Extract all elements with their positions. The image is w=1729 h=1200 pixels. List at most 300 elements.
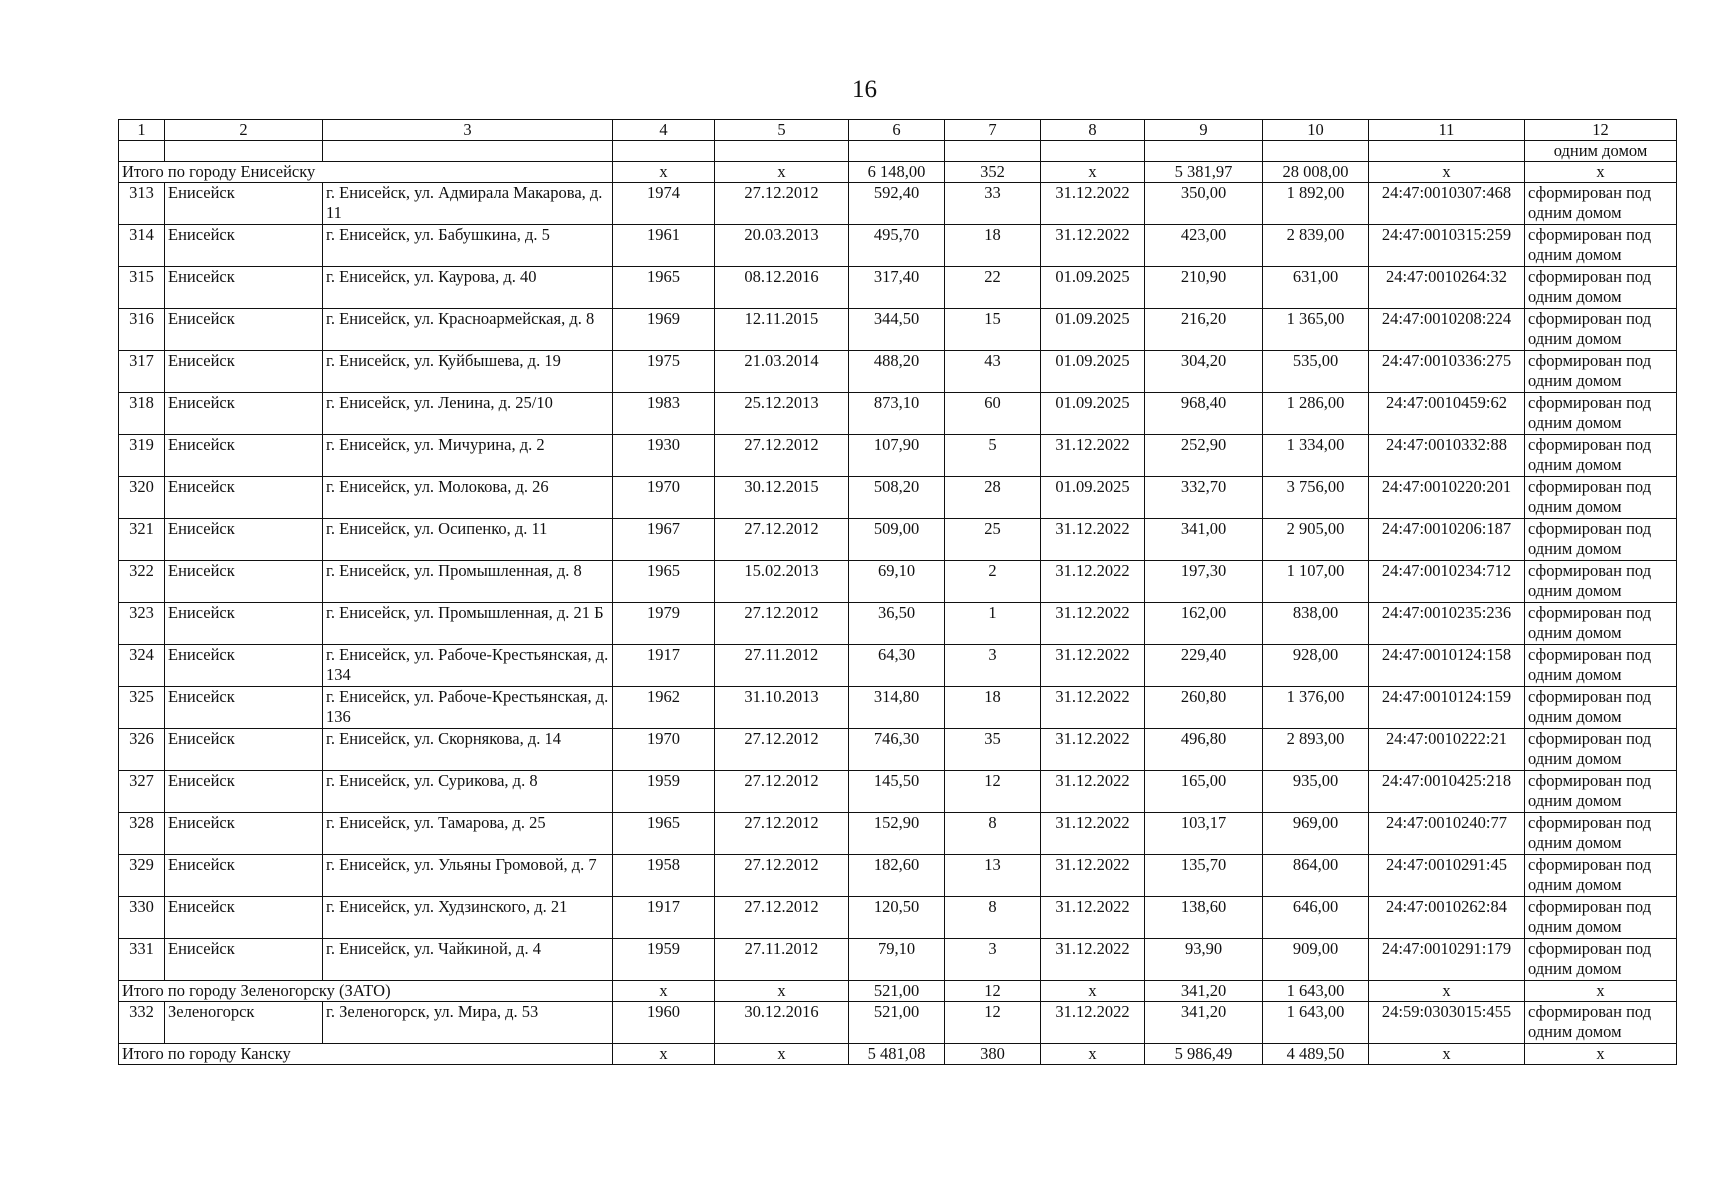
table-row — [119, 561, 1677, 603]
recognition-date: 27.12.2012 — [715, 897, 849, 939]
land-status: сформирован под одним домом — [1525, 897, 1677, 939]
column-10-value: 864,00 — [1263, 855, 1369, 897]
city-total-row — [119, 981, 1677, 1002]
resettlement-deadline: 31.12.2022 — [1041, 687, 1145, 729]
cadastral-number: 24:47:0010459:62 — [1369, 393, 1525, 435]
area-value: 69,10 — [849, 561, 945, 603]
cadastral-number: 24:47:0010234:712 — [1369, 561, 1525, 603]
table-row — [119, 519, 1677, 561]
row-number: 321 — [119, 519, 165, 561]
table-row — [119, 1002, 1677, 1044]
build-year: 1917 — [613, 645, 715, 687]
row-number: 325 — [119, 687, 165, 729]
resettlement-deadline: 31.12.2022 — [1041, 183, 1145, 225]
address: г. Енисейск, ул. Тамарова, д. 25 — [323, 813, 613, 855]
build-year: 1958 — [613, 855, 715, 897]
address: г. Енисейск, ул. Адмирала Макарова, д. 11 — [323, 183, 613, 225]
total-cell-area: 5 481,08 — [849, 1044, 945, 1065]
cadastral-number: 24:47:0010291:179 — [1369, 939, 1525, 981]
row-number: 330 — [119, 897, 165, 939]
total-cell-date: х — [715, 1044, 849, 1065]
area-value: 344,50 — [849, 309, 945, 351]
people-count: 5 — [945, 435, 1041, 477]
resettlement-deadline: 31.12.2022 — [1041, 603, 1145, 645]
build-year: 1970 — [613, 477, 715, 519]
recognition-date: 27.12.2012 — [715, 813, 849, 855]
column-9-value: 252,90 — [1145, 435, 1263, 477]
people-count: 1 — [945, 603, 1041, 645]
land-status: сформирован под одним домом — [1525, 939, 1677, 981]
cadastral-number: 24:47:0010235:236 — [1369, 603, 1525, 645]
city-name: Зеленогорск — [165, 1002, 323, 1044]
recognition-date: 12.11.2015 — [715, 309, 849, 351]
people-count: 2 — [945, 561, 1041, 603]
recognition-date: 27.12.2012 — [715, 855, 849, 897]
table-row — [119, 393, 1677, 435]
cadastral-number: 24:47:0010332:88 — [1369, 435, 1525, 477]
resettlement-deadline: 31.12.2022 — [1041, 939, 1145, 981]
row-number: 314 — [119, 225, 165, 267]
column-number-cell: 11 — [1369, 120, 1525, 141]
column-9-value: 332,70 — [1145, 477, 1263, 519]
resettlement-deadline: 31.12.2022 — [1041, 855, 1145, 897]
resettlement-deadline: 31.12.2022 — [1041, 813, 1145, 855]
address: г. Енисейск, ул. Рабоче-Крестьянская, д. 136 — [323, 687, 613, 729]
row-number: 331 — [119, 939, 165, 981]
column-10-value: 1 892,00 — [1263, 183, 1369, 225]
row-number: 319 — [119, 435, 165, 477]
people-count: 15 — [945, 309, 1041, 351]
column-number-cell: 1 — [119, 120, 165, 141]
city-name: Енисейск — [165, 855, 323, 897]
table-row — [119, 351, 1677, 393]
table-row — [119, 729, 1677, 771]
empty-cell — [1263, 141, 1369, 162]
column-10-value: 838,00 — [1263, 603, 1369, 645]
land-status: сформирован под одним домом — [1525, 645, 1677, 687]
total-cell-cadastral: х — [1369, 162, 1525, 183]
total-cell-status: х — [1525, 1044, 1677, 1065]
city-name: Енисейск — [165, 183, 323, 225]
total-cell-year: х — [613, 981, 715, 1002]
total-cell-col9: 5 986,49 — [1145, 1044, 1263, 1065]
column-10-value: 935,00 — [1263, 771, 1369, 813]
city-name: Енисейск — [165, 435, 323, 477]
land-status: сформирован под одним домом — [1525, 813, 1677, 855]
area-value: 746,30 — [849, 729, 945, 771]
area-value: 509,00 — [849, 519, 945, 561]
land-status: сформирован под одним домом — [1525, 183, 1677, 225]
column-9-value: 304,20 — [1145, 351, 1263, 393]
people-count: 22 — [945, 267, 1041, 309]
row-number: 313 — [119, 183, 165, 225]
column-10-value: 1 334,00 — [1263, 435, 1369, 477]
column-9-value: 341,20 — [1145, 1002, 1263, 1044]
empty-cell — [323, 141, 613, 162]
resettlement-deadline: 31.12.2022 — [1041, 771, 1145, 813]
table-row — [119, 477, 1677, 519]
city-name: Енисейск — [165, 519, 323, 561]
land-status: сформирован под одним домом — [1525, 477, 1677, 519]
address: г. Енисейск, ул. Худзинского, д. 21 — [323, 897, 613, 939]
column-10-value: 3 756,00 — [1263, 477, 1369, 519]
resettlement-deadline: 01.09.2025 — [1041, 477, 1145, 519]
city-name: Енисейск — [165, 813, 323, 855]
total-cell-col10: 4 489,50 — [1263, 1044, 1369, 1065]
recognition-date: 30.12.2016 — [715, 1002, 849, 1044]
row-number: 328 — [119, 813, 165, 855]
resettlement-deadline: 01.09.2025 — [1041, 267, 1145, 309]
total-cell-col10: 28 008,00 — [1263, 162, 1369, 183]
recognition-date: 27.11.2012 — [715, 645, 849, 687]
people-count: 18 — [945, 225, 1041, 267]
page-number: 16 — [852, 76, 877, 103]
table-row — [119, 687, 1677, 729]
total-cell-cadastral: х — [1369, 981, 1525, 1002]
people-count: 12 — [945, 1002, 1041, 1044]
column-9-value: 229,40 — [1145, 645, 1263, 687]
people-count: 12 — [945, 771, 1041, 813]
build-year: 1962 — [613, 687, 715, 729]
total-cell-col10: 1 643,00 — [1263, 981, 1369, 1002]
column-9-value: 341,00 — [1145, 519, 1263, 561]
row-number: 320 — [119, 477, 165, 519]
city-name: Енисейск — [165, 561, 323, 603]
column-number-cell: 10 — [1263, 120, 1369, 141]
table-row — [119, 771, 1677, 813]
city-name: Енисейск — [165, 477, 323, 519]
address: г. Енисейск, ул. Скорнякова, д. 14 — [323, 729, 613, 771]
column-number-cell: 3 — [323, 120, 613, 141]
address: г. Енисейск, ул. Мичурина, д. 2 — [323, 435, 613, 477]
recognition-date: 30.12.2015 — [715, 477, 849, 519]
area-value: 36,50 — [849, 603, 945, 645]
table-row — [119, 309, 1677, 351]
city-total-row — [119, 162, 1677, 183]
row-number: 315 — [119, 267, 165, 309]
recognition-date: 27.12.2012 — [715, 183, 849, 225]
city-name: Енисейск — [165, 687, 323, 729]
column-10-value: 1 107,00 — [1263, 561, 1369, 603]
recognition-date: 31.10.2013 — [715, 687, 849, 729]
land-status: сформирован под одним домом — [1525, 309, 1677, 351]
land-status: сформирован под одним домом — [1525, 225, 1677, 267]
area-value: 592,40 — [849, 183, 945, 225]
empty-cell — [1041, 141, 1145, 162]
column-9-value: 968,40 — [1145, 393, 1263, 435]
address: г. Енисейск, ул. Рабоче-Крестьянская, д. 134 — [323, 645, 613, 687]
address: г. Зеленогорск, ул. Мира, д. 53 — [323, 1002, 613, 1044]
row-number: 322 — [119, 561, 165, 603]
land-status: сформирован под одним домом — [1525, 351, 1677, 393]
city-name: Енисейск — [165, 225, 323, 267]
area-value: 107,90 — [849, 435, 945, 477]
table-row — [119, 183, 1677, 225]
land-status: сформирован под одним домом — [1525, 561, 1677, 603]
column-10-value: 1 286,00 — [1263, 393, 1369, 435]
city-name: Енисейск — [165, 645, 323, 687]
cadastral-number: 24:47:0010262:84 — [1369, 897, 1525, 939]
row-number: 332 — [119, 1002, 165, 1044]
total-cell-status: х — [1525, 981, 1677, 1002]
table-row — [119, 225, 1677, 267]
address: г. Енисейск, ул. Молокова, д. 26 — [323, 477, 613, 519]
total-cell-date: х — [715, 981, 849, 1002]
empty-cell — [119, 141, 165, 162]
column-10-value: 969,00 — [1263, 813, 1369, 855]
resettlement-deadline: 31.12.2022 — [1041, 897, 1145, 939]
resettlement-deadline: 31.12.2022 — [1041, 729, 1145, 771]
recognition-date: 27.12.2012 — [715, 603, 849, 645]
address: г. Енисейск, ул. Ульяны Громовой, д. 7 — [323, 855, 613, 897]
column-number-cell: 6 — [849, 120, 945, 141]
column-number-row — [119, 120, 1677, 141]
empty-cell — [165, 141, 323, 162]
city-total-label: Итого по городу Енисейску — [119, 162, 613, 183]
people-count: 3 — [945, 939, 1041, 981]
resettlement-deadline: 01.09.2025 — [1041, 309, 1145, 351]
column-number-cell: 8 — [1041, 120, 1145, 141]
city-total-row — [119, 1044, 1677, 1065]
address: г. Енисейск, ул. Промышленная, д. 21 Б — [323, 603, 613, 645]
area-value: 317,40 — [849, 267, 945, 309]
continuation-row — [119, 141, 1677, 162]
column-10-value: 1 376,00 — [1263, 687, 1369, 729]
build-year: 1930 — [613, 435, 715, 477]
cadastral-number: 24:47:0010336:275 — [1369, 351, 1525, 393]
people-count: 35 — [945, 729, 1041, 771]
resettlement-deadline: 31.12.2022 — [1041, 1002, 1145, 1044]
cadastral-number: 24:47:0010425:218 — [1369, 771, 1525, 813]
cadastral-number: 24:47:0010240:77 — [1369, 813, 1525, 855]
cadastral-number: 24:47:0010124:159 — [1369, 687, 1525, 729]
city-name: Енисейск — [165, 351, 323, 393]
table-row — [119, 267, 1677, 309]
cadastral-number: 24:47:0010315:259 — [1369, 225, 1525, 267]
build-year: 1969 — [613, 309, 715, 351]
table-row — [119, 939, 1677, 981]
city-total-label: Итого по городу Канску — [119, 1044, 613, 1065]
total-cell-people: 380 — [945, 1044, 1041, 1065]
cadastral-number: 24:47:0010291:45 — [1369, 855, 1525, 897]
address: г. Енисейск, ул. Промышленная, д. 8 — [323, 561, 613, 603]
build-year: 1967 — [613, 519, 715, 561]
people-count: 13 — [945, 855, 1041, 897]
column-number-cell: 4 — [613, 120, 715, 141]
row-number: 323 — [119, 603, 165, 645]
column-10-value: 928,00 — [1263, 645, 1369, 687]
city-name: Енисейск — [165, 939, 323, 981]
total-cell-deadline: х — [1041, 1044, 1145, 1065]
land-status: сформирован под одним домом — [1525, 393, 1677, 435]
area-value: 64,30 — [849, 645, 945, 687]
column-9-value: 197,30 — [1145, 561, 1263, 603]
land-status: сформирован под одним домом — [1525, 729, 1677, 771]
city-name: Енисейск — [165, 393, 323, 435]
column-9-value: 103,17 — [1145, 813, 1263, 855]
build-year: 1965 — [613, 267, 715, 309]
column-9-value: 260,80 — [1145, 687, 1263, 729]
city-name: Енисейск — [165, 897, 323, 939]
housing-register-table — [118, 119, 1677, 1065]
address: г. Енисейск, ул. Красноармейская, д. 8 — [323, 309, 613, 351]
area-value: 152,90 — [849, 813, 945, 855]
area-value: 120,50 — [849, 897, 945, 939]
address: г. Енисейск, ул. Осипенко, д. 11 — [323, 519, 613, 561]
resettlement-deadline: 31.12.2022 — [1041, 435, 1145, 477]
total-cell-deadline: х — [1041, 981, 1145, 1002]
total-cell-col9: 341,20 — [1145, 981, 1263, 1002]
cadastral-number: 24:47:0010222:21 — [1369, 729, 1525, 771]
area-value: 495,70 — [849, 225, 945, 267]
column-10-value: 2 839,00 — [1263, 225, 1369, 267]
empty-cell — [945, 141, 1041, 162]
total-cell-year: х — [613, 162, 715, 183]
column-10-value: 535,00 — [1263, 351, 1369, 393]
people-count: 18 — [945, 687, 1041, 729]
resettlement-deadline: 31.12.2022 — [1041, 225, 1145, 267]
row-number: 324 — [119, 645, 165, 687]
build-year: 1975 — [613, 351, 715, 393]
build-year: 1959 — [613, 939, 715, 981]
column-10-value: 1 643,00 — [1263, 1002, 1369, 1044]
table-row — [119, 813, 1677, 855]
land-status: сформирован под одним домом — [1525, 687, 1677, 729]
column-number-cell: 12 — [1525, 120, 1677, 141]
people-count: 33 — [945, 183, 1041, 225]
column-9-value: 138,60 — [1145, 897, 1263, 939]
people-count: 28 — [945, 477, 1041, 519]
area-value: 182,60 — [849, 855, 945, 897]
land-status: сформирован под одним домом — [1525, 855, 1677, 897]
recognition-date: 27.12.2012 — [715, 771, 849, 813]
column-number-cell: 9 — [1145, 120, 1263, 141]
build-year: 1983 — [613, 393, 715, 435]
address: г. Енисейск, ул. Бабушкина, д. 5 — [323, 225, 613, 267]
build-year: 1974 — [613, 183, 715, 225]
column-9-value: 496,80 — [1145, 729, 1263, 771]
land-status: сформирован под одним домом — [1525, 519, 1677, 561]
people-count: 3 — [945, 645, 1041, 687]
cadastral-number: 24:47:0010264:32 — [1369, 267, 1525, 309]
recognition-date: 25.12.2013 — [715, 393, 849, 435]
land-status: сформирован под одним домом — [1525, 603, 1677, 645]
total-cell-col9: 5 381,97 — [1145, 162, 1263, 183]
empty-cell — [715, 141, 849, 162]
resettlement-deadline: 31.12.2022 — [1041, 561, 1145, 603]
column-10-value: 646,00 — [1263, 897, 1369, 939]
total-cell-status: х — [1525, 162, 1677, 183]
resettlement-deadline: 01.09.2025 — [1041, 351, 1145, 393]
build-year: 1961 — [613, 225, 715, 267]
column-9-value: 216,20 — [1145, 309, 1263, 351]
recognition-date: 20.03.2013 — [715, 225, 849, 267]
land-status: сформирован под одним домом — [1525, 771, 1677, 813]
address: г. Енисейск, ул. Ленина, д. 25/10 — [323, 393, 613, 435]
city-name: Енисейск — [165, 603, 323, 645]
total-cell-area: 521,00 — [849, 981, 945, 1002]
area-value: 145,50 — [849, 771, 945, 813]
column-9-value: 162,00 — [1145, 603, 1263, 645]
recognition-date: 27.12.2012 — [715, 519, 849, 561]
total-cell-cadastral: х — [1369, 1044, 1525, 1065]
column-9-value: 165,00 — [1145, 771, 1263, 813]
recognition-date: 27.12.2012 — [715, 435, 849, 477]
row-number: 316 — [119, 309, 165, 351]
land-status: сформирован под одним домом — [1525, 267, 1677, 309]
address: г. Енисейск, ул. Каурова, д. 40 — [323, 267, 613, 309]
total-cell-deadline: х — [1041, 162, 1145, 183]
cadastral-number: 24:47:0010124:158 — [1369, 645, 1525, 687]
build-year: 1965 — [613, 561, 715, 603]
table-row — [119, 435, 1677, 477]
empty-cell — [849, 141, 945, 162]
total-cell-people: 352 — [945, 162, 1041, 183]
cadastral-number: 24:59:0303015:455 — [1369, 1002, 1525, 1044]
area-value: 488,20 — [849, 351, 945, 393]
build-year: 1959 — [613, 771, 715, 813]
area-value: 314,80 — [849, 687, 945, 729]
city-name: Енисейск — [165, 729, 323, 771]
cadastral-number: 24:47:0010208:224 — [1369, 309, 1525, 351]
area-value: 873,10 — [849, 393, 945, 435]
build-year: 1960 — [613, 1002, 715, 1044]
recognition-date: 08.12.2016 — [715, 267, 849, 309]
address: г. Енисейск, ул. Сурикова, д. 8 — [323, 771, 613, 813]
area-value: 508,20 — [849, 477, 945, 519]
people-count: 8 — [945, 897, 1041, 939]
cadastral-number: 24:47:0010220:201 — [1369, 477, 1525, 519]
column-10-value: 1 365,00 — [1263, 309, 1369, 351]
empty-cell — [613, 141, 715, 162]
column-10-value: 2 893,00 — [1263, 729, 1369, 771]
column-9-value: 423,00 — [1145, 225, 1263, 267]
recognition-date: 15.02.2013 — [715, 561, 849, 603]
resettlement-deadline: 01.09.2025 — [1041, 393, 1145, 435]
table-row — [119, 855, 1677, 897]
people-count: 60 — [945, 393, 1041, 435]
row-number: 327 — [119, 771, 165, 813]
city-total-label: Итого по городу Зеленогорску (ЗАТО) — [119, 981, 613, 1002]
table-row — [119, 897, 1677, 939]
row-number: 317 — [119, 351, 165, 393]
people-count: 8 — [945, 813, 1041, 855]
column-9-value: 210,90 — [1145, 267, 1263, 309]
recognition-date: 27.11.2012 — [715, 939, 849, 981]
column-9-value: 135,70 — [1145, 855, 1263, 897]
row-number: 326 — [119, 729, 165, 771]
cadastral-number: 24:47:0010307:468 — [1369, 183, 1525, 225]
column-10-value: 909,00 — [1263, 939, 1369, 981]
column-10-value: 2 905,00 — [1263, 519, 1369, 561]
area-value: 521,00 — [849, 1002, 945, 1044]
column-9-value: 350,00 — [1145, 183, 1263, 225]
row-number: 318 — [119, 393, 165, 435]
land-status: сформирован под одним домом — [1525, 435, 1677, 477]
column-number-cell: 5 — [715, 120, 849, 141]
people-count: 25 — [945, 519, 1041, 561]
column-9-value: 93,90 — [1145, 939, 1263, 981]
continuation-status-cell: одним домом — [1525, 141, 1677, 162]
build-year: 1979 — [613, 603, 715, 645]
recognition-date: 27.12.2012 — [715, 729, 849, 771]
build-year: 1965 — [613, 813, 715, 855]
table-row — [119, 603, 1677, 645]
total-cell-area: 6 148,00 — [849, 162, 945, 183]
people-count: 43 — [945, 351, 1041, 393]
resettlement-deadline: 31.12.2022 — [1041, 519, 1145, 561]
address: г. Енисейск, ул. Чайкиной, д. 4 — [323, 939, 613, 981]
